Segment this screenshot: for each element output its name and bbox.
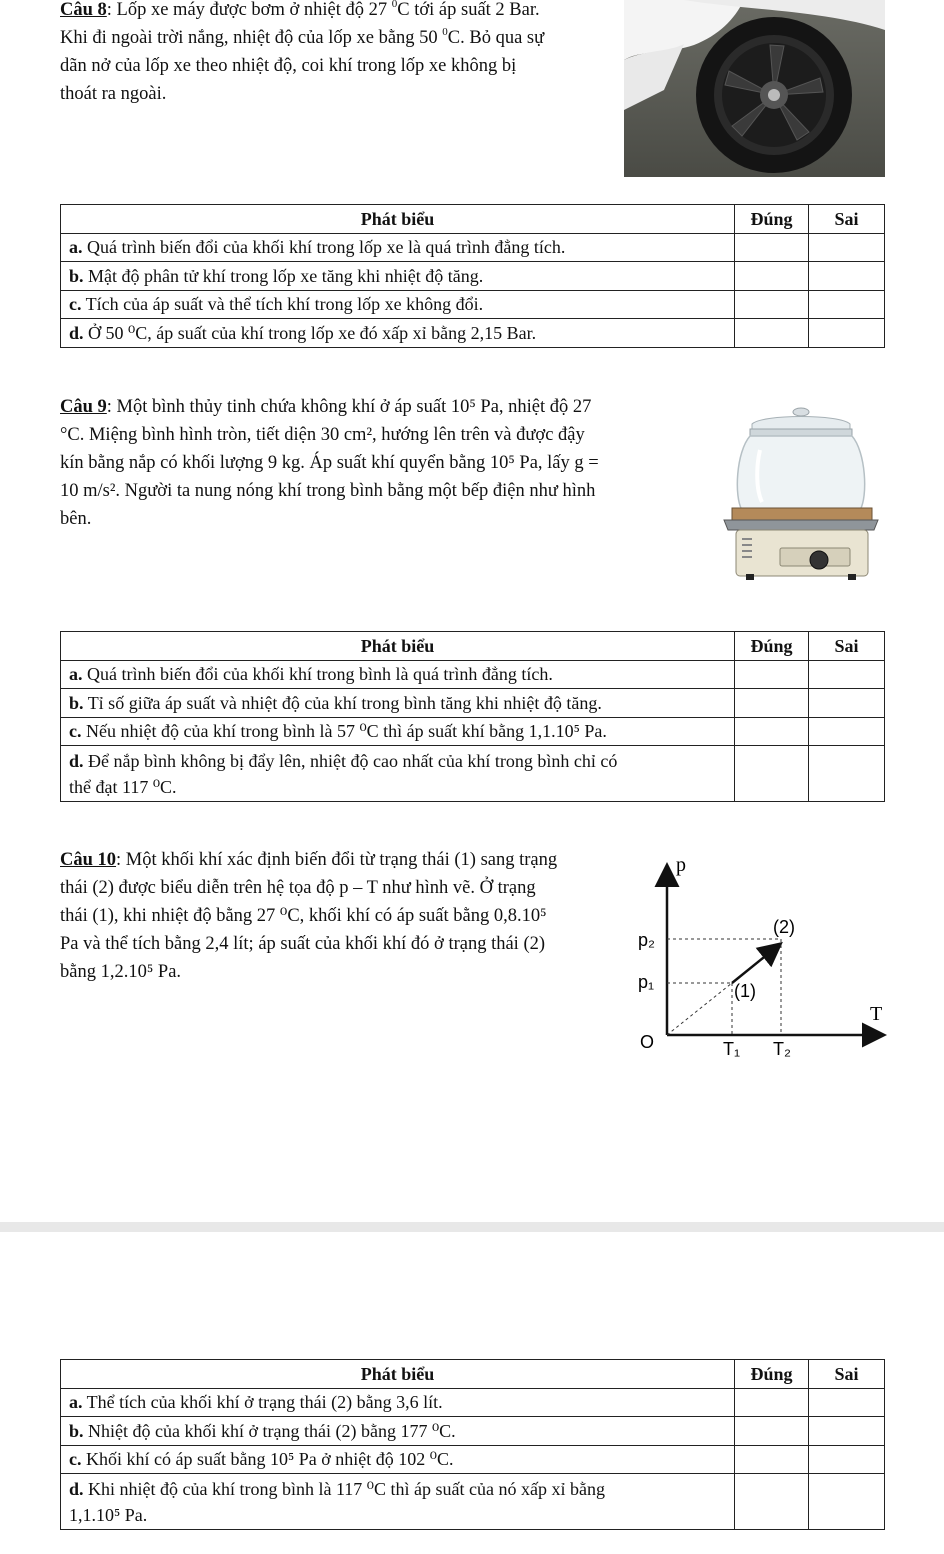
answer-true-cell[interactable]	[735, 746, 809, 802]
table-row: d. Khi nhiệt độ của khí trong bình là 117 ⁰C thì áp suất của nó xấp xỉ bằng 1,1.10⁵ Pa.	[61, 1474, 885, 1530]
header-true: Đúng	[735, 205, 809, 234]
answer-false-cell[interactable]	[809, 290, 885, 319]
answer-true-cell[interactable]	[735, 1445, 809, 1474]
answer-true-cell[interactable]	[735, 262, 809, 291]
answer-false-cell[interactable]	[809, 1474, 885, 1530]
answer-false-cell[interactable]	[809, 746, 885, 802]
answer-true-cell[interactable]	[735, 233, 809, 262]
answer-true-cell[interactable]	[735, 660, 809, 689]
q9-text: Câu 9: Một bình thủy tinh chứa không khí ở áp suất 10⁵ Pa, nhiệt độ 27 °C. Miệng bình hình tròn, tiết diện 30 cm², hướng lên trên và được đậy kín bằng nắp có khối lượng 9 kg. Áp suất khí quyển bằng 10⁵ Pa, lấy g = 10 m/s². Người ta nung nóng khí trong bình bằng một bếp điện như hình bên.	[60, 397, 599, 529]
process-line	[732, 945, 779, 983]
q8-text	[60, 0, 620, 108]
q10-label: Câu 10	[60, 850, 117, 870]
answer-true-cell[interactable]	[735, 1474, 809, 1530]
answer-false-cell[interactable]	[809, 233, 885, 262]
table-row: b. Nhiệt độ của khối khí ở trạng thái (2) bằng 177 ⁰C.	[61, 1417, 885, 1446]
header-statement: Phát biểu	[61, 205, 735, 234]
q8-line2: Khi đi ngoài trời nắng, nhiệt độ của lốp xe bằng 50 $^0$C. Bỏ qua sự	[60, 25, 545, 48]
t1-label: T₁	[723, 1039, 741, 1059]
answer-false-cell[interactable]	[809, 1388, 885, 1417]
answer-false-cell[interactable]	[809, 660, 885, 689]
state2-label: (2)	[773, 917, 795, 937]
table-header	[61, 205, 885, 234]
q10-table	[60, 1359, 885, 1530]
answer-true-cell[interactable]	[735, 1388, 809, 1417]
origin-label: O	[640, 1032, 655, 1052]
p2-label: p₂	[638, 930, 655, 950]
table-row: b. Tỉ số giữa áp suất và nhiệt độ của khí trong bình tăng khi nhiệt độ tăng.	[61, 689, 885, 718]
table-row: c. Khối khí có áp suất bằng 10⁵ Pa ở nhiệt độ 102 ⁰C.	[61, 1445, 885, 1474]
q9-label: Câu 9	[60, 397, 107, 417]
page-divider	[0, 1222, 944, 1232]
table-header	[61, 632, 885, 661]
table-row: d. Ở 50 ⁰C, áp suất của khí trong lốp xe đó xấp xỉ bằng 2,15 Bar.	[61, 319, 885, 348]
table-header	[61, 1360, 885, 1389]
extension-line	[667, 983, 732, 1035]
q10-text: Câu 10: Một khối khí xác định biến đổi từ trạng thái (1) sang trạng thái (2) được biểu diễn trên hệ tọa độ p – T như hình vẽ. Ở trạng thái (1), khi nhiệt độ bằng 27 ⁰C, khối khí có áp suất bằng 0,8.10⁵ Pa và thể tích bằng 2,4 lít; áp suất của khối khí đó ở trạng thái (2) bằng 1,2.10⁵ Pa.	[60, 850, 558, 982]
answer-true-cell[interactable]	[735, 717, 809, 746]
table-row: b. Mật độ phân tử khí trong lốp xe tăng khi nhiệt độ tăng.	[61, 262, 885, 291]
t2-label: T₂	[773, 1039, 791, 1059]
header-false: Sai	[809, 632, 885, 661]
header-true: Đúng	[735, 632, 809, 661]
answer-false-cell[interactable]	[809, 689, 885, 718]
header-false: Sai	[809, 1360, 885, 1389]
answer-false-cell[interactable]	[809, 1445, 885, 1474]
answer-true-cell[interactable]	[735, 689, 809, 718]
table-row: d. Để nắp bình không bị đẩy lên, nhiệt độ cao nhất của khí trong bình chỉ có thể đạt 117 ⁰C.	[61, 746, 885, 802]
header-false: Sai	[809, 205, 885, 234]
table-row: a. Quá trình biến đổi của khối khí trong bình là quá trình đẳng tích.	[61, 660, 885, 689]
answer-false-cell[interactable]	[809, 1417, 885, 1446]
q8-label: Câu 8	[60, 0, 107, 20]
header-true: Đúng	[735, 1360, 809, 1389]
answer-true-cell[interactable]	[735, 1417, 809, 1446]
glass-jar-hotplate-image	[722, 402, 880, 590]
answer-false-cell[interactable]	[809, 262, 885, 291]
q8-line3: dãn nở của lốp xe theo nhiệt độ, coi khí trong lốp xe không bị	[60, 56, 517, 76]
answer-true-cell[interactable]	[735, 290, 809, 319]
table-row: c. Tích của áp suất và thể tích khí trong lốp xe không đổi.	[61, 290, 885, 319]
table-row: c. Nếu nhiệt độ của khí trong bình là 57 ⁰C thì áp suất khí bằng 1,1.10⁵ Pa.	[61, 717, 885, 746]
answer-false-cell[interactable]	[809, 319, 885, 348]
table-row: a. Thể tích của khối khí ở trạng thái (2) bằng 3,6 lít.	[61, 1388, 885, 1417]
table-row: a. Quá trình biến đổi của khối khí trong lốp xe là quá trình đẳng tích.	[61, 233, 885, 262]
q9-table	[60, 631, 885, 802]
p-axis-label: p	[676, 854, 686, 876]
scooter-wheel-image	[624, 0, 885, 177]
p1-label: p₁	[638, 972, 655, 992]
q8-line4: thoát ra ngoài.	[60, 84, 167, 104]
header-statement: Phát biểu	[61, 1360, 735, 1389]
header-statement: Phát biểu	[61, 632, 735, 661]
q8-line1: Câu 8: Lốp xe máy được bơm ở nhiệt độ 27 $^0$C tới áp suất 2 Bar.	[60, 0, 540, 20]
t-axis-label: T	[870, 1003, 883, 1025]
answer-false-cell[interactable]	[809, 717, 885, 746]
state1-label: (1)	[734, 981, 756, 1001]
p-t-graph	[620, 845, 890, 1060]
answer-true-cell[interactable]	[735, 319, 809, 348]
q8-table	[60, 204, 885, 348]
